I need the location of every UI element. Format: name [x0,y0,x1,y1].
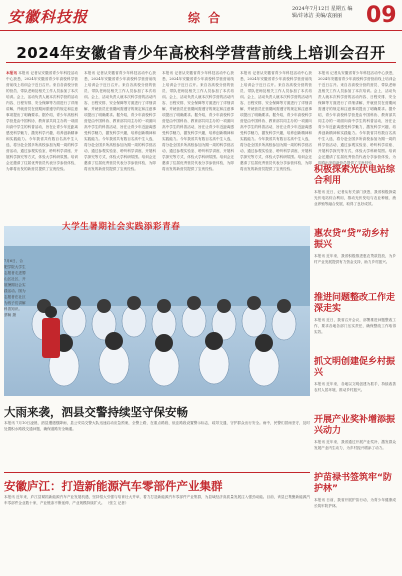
brief-item [314,229,396,289]
article3-headline: 安徽庐江：打造新能源汽车零部件产业集群 [4,479,223,493]
main-article-col-1 [6,70,78,220]
brief-body: 本报讯 日前，我省开展护苗行动，为青少年健康成长筑牢防护林。 [314,498,396,508]
article2-text: 本报讯 7月10日凌晨，泗县遭遇强降雨，县公安局交警大队迅速启动应急预案，全警上路，在重点路段、低洼路段设置警示标志，疏导交通，守护群众出行安全。雨中，民警们冒雨坚守，及时处置积水路段交通问题，确保道路安全畅通。 [4,421,310,431]
main-article-lead: 本报讯 [6,71,17,75]
photo-illustration [4,226,310,396]
section-rule [4,472,310,473]
brief-item [314,357,396,411]
main-article-col-3 [162,70,234,220]
main-article-col-5 [318,70,396,165]
brief-body: 本报讯 近年来，各地以文明创建为抓手，持续改善农村人居环境，推动乡村振兴。 [314,382,396,392]
brief-item [314,473,396,527]
brief-title: 推进问题整改工作走深走实 [314,293,396,314]
photo-banner: 大学生暑期社会实践添彩青春 [62,222,181,232]
brief-title: 开展产业奖补增添振兴动力 [314,415,396,436]
brief-body: 本报讯 近日，记者从有关部门获悉，我省积极探索光伏电站综合利用，推动光伏发电与农业种植、渔业养殖等融合发展，取得了良好成效。 [314,190,396,206]
brief-body: 本报讯 近年来，我省积极推进惠农贷款投放，为乡村产业发展提供有力资金支持，助力乡村振兴。 [314,254,396,264]
main-article-body: 本报讯 记者从安徽省青少年科技活动中心获悉，2024年安徽省青少年高校科学营营前线上培训会于近日召开。来自各高校分营的营员、带队老师及相关工作人员参加了本次培训。会上，活动负责人就本次科学营的活动内容、日程安排、安全保障等方面进行了详细讲解，并就营员在营期间需遵守的规定和注意事项提出了明确要求。据介绍，青少年高校科学营是由中国科协、教育部共同主办的一项面向高中学生的科普活动，旨在让青少年近距离感受科学魅力，激发科学兴趣，培养创新精神和实践能力。今年我省共有数百名高中生入选，将分赴全国多所高校参加为期一周的科学营活动，通过参观实验室、聆听科学讲座、开展科学探究等方式，体验大学科研氛围。培训会还邀请了往届优秀营员代表分享参营体验，为即将出发的新营员提供了宝贵经验。 [6,71,78,171]
masthead-meta: 2024年7月12日 星期五 编辑/许冰洁 美编/袁丽丽 [292,6,353,19]
brief-title: 护苗禄书签筑牢“防护林” [314,473,392,494]
brief-body: 本报讯 近日，我省召开会议，部署推进问题整改工作，要求各地各部门压实责任，确保整改工作取得实效。 [314,318,396,334]
main-article-body-cont3: 本报讯 记者从安徽省青少年科技活动中心获悉，2024年安徽省青少年高校科学营营前线上培训会于近日召开。来自各高校分营的营员、带队老师及相关工作人员参加了本次培训。会上，活动负责人就本次科学营的活动内容、日程安排、安全保障等方面进行了详细讲解，并就营员在营期间需遵守的规定和注意事项提出了明确要求。据介绍，青少年高校科学营是由中国科协、教育部共同主办的一项面向高中学生的科普活动，旨在让青少年近距离感受科学魅力，激发科学兴趣，培养创新精神和实践能力。今年我省共有数百名高中生入选，将分赴全国多所高校参加为期一周的科学营活动，通过参观实验室、聆听科学讲座、开展科学探究等方式，体验大学科研氛围。培训会还邀请了往届优秀营员代表分享参营体验，为即将出发的新营员提供了宝贵经验。 [240,71,312,171]
article2-body [4,420,310,468]
brief-item [314,415,396,469]
section-title: 综 合 [188,11,223,25]
main-article-body-cont: 本报讯 记者从安徽省青少年科技活动中心获悉，2024年安徽省青少年高校科学营营前线上培训会于近日召开。来自各高校分营的营员、带队老师及相关工作人员参加了本次培训。会上，活动负责人就本次科学营的活动内容、日程安排、安全保障等方面进行了详细讲解，并就营员在营期间需遵守的规定和注意事项提出了明确要求。据介绍，青少年高校科学营是由中国科协、教育部共同主办的一项面向高中学生的科普活动，旨在让青少年近距离感受科学魅力，激发科学兴趣，培养创新精神和实践能力。今年我省共有数百名高中生入选，将分赴全国多所高校参加为期一周的科学营活动，通过参观实验室、聆听科学讲座、开展科学探究等方式，体验大学科研氛围。培训会还邀请了往届优秀营员代表分享参营体验，为即将出发的新营员提供了宝贵经验。 [84,71,156,171]
main-headline: 2024年安徽省青少年高校科学营营前线上培训会召开 [16,44,386,62]
page-number: 09 [366,3,397,28]
masthead [0,0,402,31]
article3-text: 本报讯 近年来，庐江县紧抓新能源汽车产业发展机遇，坚持招大引强与培育壮大并举，着力打造新能源汽车零部件产业集群，为县域经济高质量发展注入强劲动能。目前，该县已集聚新能源汽车零部件企业数十家，产业链条不断延伸，产业规模持续扩大。 [4,495,310,505]
brief-item [314,165,396,225]
photo-caption: 7月6日，合肥学院大学生志愿者走进蜀山区社区，开展暑期社会实践活动。图为志愿者在社区为孩子们讲解科普知识。 蔡畅 摄 [4,259,26,317]
paper-name: 安徽科技报 [8,8,89,26]
main-article-body-cont2: 本报讯 记者从安徽省青少年科技活动中心获悉，2024年安徽省青少年高校科学营营前线上培训会于近日召开。来自各高校分营的营员、带队老师及相关工作人员参加了本次培训。会上，活动负责人就本次科学营的活动内容、日程安排、安全保障等方面进行了详细讲解，并就营员在营期间需遵守的规定和注意事项提出了明确要求。据介绍，青少年高校科学营是由中国科协、教育部共同主办的一项面向高中学生的科普活动，旨在让青少年近距离感受科学魅力，激发科学兴趣，培养创新精神和实践能力。今年我省共有数百名高中生入选，将分赴全国多所高校参加为期一周的科学营活动，通过参观实验室、聆听科学讲座、开展科学探究等方式，体验大学科研氛围。培训会还邀请了往届优秀营员代表分享参营体验，为即将出发的新营员提供了宝贵经验。 [162,71,234,171]
news-photo [4,226,310,396]
main-article-col-2 [84,70,156,220]
sidebar [314,165,396,527]
brief-title: 惠农贷“贷”动乡村振兴 [314,229,389,250]
article2-headline: 大雨来袭，泗县交警持续坚守保安畅 [4,405,188,419]
brief-title: 抓文明创建促乡村振兴 [314,357,396,378]
brief-body: 本报讯 近年来，我省通过开展产业奖补，激发群众发展产业内生动力，为乡村振兴增添了动力。 [314,440,396,450]
brief-item [314,293,396,353]
headline-rule [6,62,396,63]
brief-title: 积极探索光伏电站综合利用 [314,165,396,186]
article3-body [4,494,310,570]
main-article-body-cont4: 本报讯 记者从安徽省青少年科技活动中心获悉，2024年安徽省青少年高校科学营营前线上培训会于近日召开。来自各高校分营的营员、带队老师及相关工作人员参加了本次培训。会上，活动负责人就本次科学营的活动内容、日程安排、安全保障等方面进行了详细讲解，并就营员在营期间需遵守的规定和注意事项提出了明确要求。据介绍，青少年高校科学营是由中国科协、教育部共同主办的一项面向高中学生的科普活动，旨在让青少年近距离感受科学魅力，激发科学兴趣，培养创新精神和实践能力。今年我省共有数百名高中生入选，将分赴全国多所高校参加为期一周的科学营活动，通过参观实验室、聆听科学讲座、开展科学探究等方式，体验大学科研氛围。培训会还邀请了往届优秀营员代表分享参营体验，为即将出发的新营员提供了宝贵经验。 [318,71,396,165]
main-article-col-4 [240,70,312,220]
article3-byline: （张立 记者） [105,501,129,505]
